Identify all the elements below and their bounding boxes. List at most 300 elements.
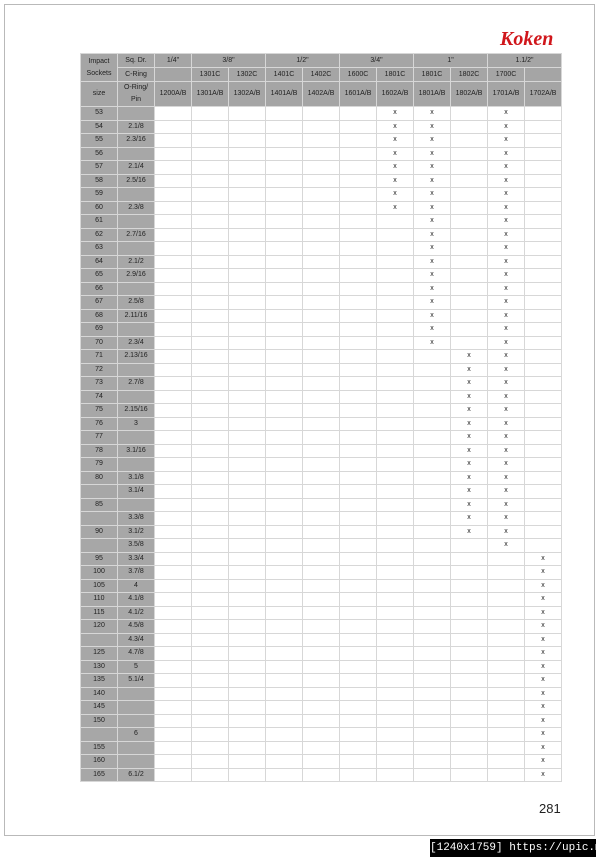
empty-cell (377, 728, 414, 742)
empty-cell (377, 741, 414, 755)
empty-cell (303, 768, 340, 782)
empty-cell (340, 188, 377, 202)
fit-mark: x (451, 404, 488, 418)
cring-code: 1402C (303, 68, 340, 82)
fit-mark: x (451, 350, 488, 364)
cring-code: 1802C (451, 68, 488, 82)
empty-cell (266, 525, 303, 539)
empty-cell (303, 579, 340, 593)
size-cell (81, 633, 118, 647)
empty-cell (229, 539, 266, 553)
empty-cell (340, 147, 377, 161)
empty-cell (488, 606, 525, 620)
empty-cell (414, 539, 451, 553)
empty-cell (451, 606, 488, 620)
empty-cell (414, 755, 451, 769)
inch-size-cell: 4.7/8 (118, 647, 155, 661)
empty-cell (340, 228, 377, 242)
empty-cell (525, 512, 562, 526)
empty-cell (525, 363, 562, 377)
size-cell: 105 (81, 579, 118, 593)
empty-cell (155, 363, 192, 377)
empty-cell (155, 512, 192, 526)
empty-cell (303, 714, 340, 728)
empty-cell (155, 728, 192, 742)
empty-cell (155, 336, 192, 350)
table-row (81, 147, 562, 161)
empty-cell (414, 377, 451, 391)
empty-cell (377, 647, 414, 661)
empty-cell (525, 404, 562, 418)
fit-mark: x (488, 539, 525, 553)
empty-cell (229, 215, 266, 229)
drive-1-2: 1/2" (266, 54, 340, 68)
empty-cell (414, 566, 451, 580)
empty-cell (192, 566, 229, 580)
empty-cell (192, 255, 229, 269)
empty-cell (155, 377, 192, 391)
empty-cell (303, 282, 340, 296)
table-row (81, 755, 562, 769)
empty-cell (414, 741, 451, 755)
empty-cell (451, 674, 488, 688)
empty-cell (155, 255, 192, 269)
empty-cell (192, 134, 229, 148)
empty-cell (377, 566, 414, 580)
empty-cell (525, 242, 562, 256)
empty-cell (229, 714, 266, 728)
empty-cell (155, 458, 192, 472)
empty-cell (229, 552, 266, 566)
empty-cell (155, 714, 192, 728)
empty-cell (377, 512, 414, 526)
fit-mark: x (525, 566, 562, 580)
empty-cell (414, 579, 451, 593)
empty-cell (340, 579, 377, 593)
empty-cell (266, 485, 303, 499)
empty-cell (488, 620, 525, 634)
empty-cell (229, 620, 266, 634)
empty-cell (229, 768, 266, 782)
empty-cell (229, 377, 266, 391)
cring-code: 1801C (414, 68, 451, 82)
table-row (81, 471, 562, 485)
cring-code: 1301C (192, 68, 229, 82)
empty-cell (451, 552, 488, 566)
empty-cell (340, 687, 377, 701)
empty-cell (340, 741, 377, 755)
fit-mark: x (488, 215, 525, 229)
size-cell: 73 (81, 377, 118, 391)
fit-mark: x (414, 296, 451, 310)
empty-cell (192, 606, 229, 620)
empty-cell (155, 471, 192, 485)
table-row (81, 188, 562, 202)
empty-cell (377, 323, 414, 337)
empty-cell (377, 660, 414, 674)
empty-cell (192, 485, 229, 499)
empty-cell (266, 512, 303, 526)
empty-cell (229, 336, 266, 350)
fit-mark: x (488, 363, 525, 377)
inch-size-cell: 2.1/8 (118, 120, 155, 134)
empty-cell (155, 525, 192, 539)
empty-cell (525, 444, 562, 458)
empty-cell (192, 458, 229, 472)
empty-cell (303, 390, 340, 404)
fit-mark: x (525, 606, 562, 620)
inch-size-cell (118, 431, 155, 445)
empty-cell (303, 660, 340, 674)
fit-mark: x (414, 323, 451, 337)
empty-cell (377, 417, 414, 431)
o-ring-pin-label: O-Ring/ Pin (118, 82, 155, 107)
table-row (81, 174, 562, 188)
empty-cell (192, 188, 229, 202)
empty-cell (155, 768, 192, 782)
size-cell: 68 (81, 309, 118, 323)
fit-mark: x (451, 485, 488, 499)
inch-size-cell: 4.3/4 (118, 633, 155, 647)
empty-cell (377, 350, 414, 364)
empty-cell (414, 674, 451, 688)
empty-cell (266, 296, 303, 310)
empty-cell (155, 215, 192, 229)
empty-cell (414, 525, 451, 539)
empty-cell (303, 444, 340, 458)
empty-cell (377, 404, 414, 418)
empty-cell (377, 633, 414, 647)
empty-cell (229, 107, 266, 121)
empty-cell (303, 120, 340, 134)
empty-cell (229, 606, 266, 620)
empty-cell (266, 566, 303, 580)
inch-size-cell (118, 458, 155, 472)
empty-cell (451, 647, 488, 661)
empty-cell (340, 201, 377, 215)
empty-cell (192, 161, 229, 175)
size-cell: 79 (81, 458, 118, 472)
empty-cell (229, 147, 266, 161)
drive-3-4: 3/4" (340, 54, 414, 68)
fit-mark: x (488, 417, 525, 431)
empty-cell (303, 633, 340, 647)
empty-cell (192, 242, 229, 256)
empty-cell (229, 174, 266, 188)
empty-cell (451, 201, 488, 215)
empty-cell (340, 701, 377, 715)
inch-size-cell: 5 (118, 660, 155, 674)
fit-mark: x (488, 485, 525, 499)
empty-cell (451, 120, 488, 134)
fit-mark: x (414, 255, 451, 269)
empty-cell (414, 768, 451, 782)
empty-cell (229, 363, 266, 377)
empty-cell (229, 458, 266, 472)
size-label: size (81, 82, 118, 107)
empty-cell (340, 269, 377, 283)
size-cell: 76 (81, 417, 118, 431)
fit-mark: x (451, 431, 488, 445)
empty-cell (266, 309, 303, 323)
empty-cell (451, 296, 488, 310)
empty-cell (155, 701, 192, 715)
empty-cell (340, 471, 377, 485)
drive-1: 1" (414, 54, 488, 68)
empty-cell (229, 417, 266, 431)
empty-cell (155, 350, 192, 364)
empty-cell (229, 566, 266, 580)
empty-cell (266, 120, 303, 134)
empty-cell (488, 687, 525, 701)
empty-cell (229, 404, 266, 418)
inch-size-cell: 2.5/16 (118, 174, 155, 188)
empty-cell (414, 404, 451, 418)
empty-cell (525, 336, 562, 350)
fit-mark: x (488, 269, 525, 283)
image-footer: [1240x1759] https://upic.me/ (430, 839, 596, 857)
fit-mark: x (414, 282, 451, 296)
empty-cell (266, 552, 303, 566)
empty-cell (229, 269, 266, 283)
empty-cell (229, 647, 266, 661)
empty-cell (303, 147, 340, 161)
empty-cell (377, 525, 414, 539)
size-cell: 71 (81, 350, 118, 364)
empty-cell (229, 444, 266, 458)
fit-mark: x (525, 728, 562, 742)
empty-cell (192, 147, 229, 161)
size-cell (81, 539, 118, 553)
empty-cell (340, 377, 377, 391)
empty-cell (340, 350, 377, 364)
empty-cell (340, 120, 377, 134)
inch-size-cell (118, 242, 155, 256)
empty-cell (340, 674, 377, 688)
empty-cell (266, 714, 303, 728)
empty-cell (377, 498, 414, 512)
size-cell: 130 (81, 660, 118, 674)
inch-size-cell: 3.3/8 (118, 512, 155, 526)
empty-cell (192, 539, 229, 553)
empty-cell (451, 309, 488, 323)
empty-cell (377, 363, 414, 377)
size-cell: 69 (81, 323, 118, 337)
empty-cell (303, 323, 340, 337)
inch-size-cell: 3 (118, 417, 155, 431)
empty-cell (340, 485, 377, 499)
inch-size-cell: 4.1/2 (118, 606, 155, 620)
empty-cell (525, 147, 562, 161)
size-cell: 53 (81, 107, 118, 121)
empty-cell (377, 768, 414, 782)
empty-cell (229, 323, 266, 337)
empty-cell (266, 458, 303, 472)
empty-cell (377, 390, 414, 404)
fit-mark: x (414, 242, 451, 256)
empty-cell (525, 471, 562, 485)
size-cell: 150 (81, 714, 118, 728)
empty-cell (451, 134, 488, 148)
empty-cell (266, 201, 303, 215)
empty-cell (340, 660, 377, 674)
empty-cell (192, 552, 229, 566)
empty-cell (488, 579, 525, 593)
size-cell: 65 (81, 269, 118, 283)
empty-cell (340, 134, 377, 148)
empty-cell (155, 755, 192, 769)
fit-mark: x (414, 215, 451, 229)
empty-cell (192, 728, 229, 742)
empty-cell (266, 107, 303, 121)
header-row-oring (81, 82, 562, 107)
empty-cell (451, 269, 488, 283)
empty-cell (155, 674, 192, 688)
fit-mark: x (377, 161, 414, 175)
table-row (81, 404, 562, 418)
empty-cell (488, 633, 525, 647)
empty-cell (155, 633, 192, 647)
empty-cell (192, 282, 229, 296)
empty-cell (229, 512, 266, 526)
empty-cell (451, 147, 488, 161)
empty-cell (340, 174, 377, 188)
empty-cell (303, 134, 340, 148)
fit-mark: x (488, 161, 525, 175)
fit-mark: x (525, 687, 562, 701)
empty-cell (451, 242, 488, 256)
empty-cell (266, 539, 303, 553)
table-row (81, 620, 562, 634)
empty-cell (266, 134, 303, 148)
table-row (81, 485, 562, 499)
empty-cell (303, 174, 340, 188)
empty-cell (192, 674, 229, 688)
empty-cell (488, 714, 525, 728)
fit-mark: x (525, 701, 562, 715)
empty-cell (488, 701, 525, 715)
size-cell: 54 (81, 120, 118, 134)
inch-size-cell: 3.1/2 (118, 525, 155, 539)
oring-code: 1402A/B (303, 82, 340, 107)
inch-size-cell: 3.1/4 (118, 485, 155, 499)
empty-cell (192, 633, 229, 647)
fit-mark: x (488, 404, 525, 418)
cring-code (525, 68, 562, 82)
empty-cell (266, 215, 303, 229)
empty-cell (340, 633, 377, 647)
empty-cell (451, 687, 488, 701)
empty-cell (192, 687, 229, 701)
fit-mark: x (525, 660, 562, 674)
empty-cell (192, 701, 229, 715)
drive-3-8: 3/8" (192, 54, 266, 68)
empty-cell (414, 498, 451, 512)
size-cell: 77 (81, 431, 118, 445)
empty-cell (192, 336, 229, 350)
inch-size-cell: 6.1/2 (118, 768, 155, 782)
empty-cell (377, 282, 414, 296)
inch-size-cell: 2.1/4 (118, 161, 155, 175)
oring-code: 1302A/B (229, 82, 266, 107)
size-cell: 63 (81, 242, 118, 256)
table-row (81, 525, 562, 539)
empty-cell (155, 620, 192, 634)
fit-mark: x (525, 768, 562, 782)
empty-cell (414, 363, 451, 377)
empty-cell (266, 174, 303, 188)
empty-cell (414, 485, 451, 499)
size-cell: 125 (81, 647, 118, 661)
empty-cell (155, 147, 192, 161)
empty-cell (266, 444, 303, 458)
empty-cell (192, 107, 229, 121)
size-cell: 160 (81, 755, 118, 769)
inch-size-cell: 5.1/4 (118, 674, 155, 688)
empty-cell (377, 701, 414, 715)
empty-cell (266, 323, 303, 337)
empty-cell (340, 714, 377, 728)
size-cell: 85 (81, 498, 118, 512)
empty-cell (414, 417, 451, 431)
fit-mark: x (414, 107, 451, 121)
empty-cell (414, 512, 451, 526)
empty-cell (192, 174, 229, 188)
empty-cell (414, 701, 451, 715)
fit-mark: x (488, 201, 525, 215)
empty-cell (340, 728, 377, 742)
empty-cell (155, 552, 192, 566)
inch-size-cell: 3.1/16 (118, 444, 155, 458)
empty-cell (229, 579, 266, 593)
empty-cell (414, 620, 451, 634)
empty-cell (303, 228, 340, 242)
empty-cell (303, 255, 340, 269)
empty-cell (340, 566, 377, 580)
empty-cell (488, 660, 525, 674)
empty-cell (414, 606, 451, 620)
empty-cell (155, 539, 192, 553)
fit-mark: x (451, 417, 488, 431)
oring-code: 1200A/B (155, 82, 192, 107)
cring-code: 1302C (229, 68, 266, 82)
empty-cell (340, 161, 377, 175)
table-row (81, 431, 562, 445)
empty-cell (414, 687, 451, 701)
empty-cell (192, 755, 229, 769)
inch-size-cell (118, 323, 155, 337)
empty-cell (155, 161, 192, 175)
empty-cell (229, 633, 266, 647)
size-cell: 55 (81, 134, 118, 148)
empty-cell (377, 755, 414, 769)
empty-cell (192, 593, 229, 607)
oring-code: 1702A/B (525, 82, 562, 107)
empty-cell (451, 539, 488, 553)
empty-cell (414, 552, 451, 566)
empty-cell (155, 282, 192, 296)
fit-mark: x (488, 525, 525, 539)
empty-cell (266, 269, 303, 283)
empty-cell (525, 458, 562, 472)
inch-size-cell: 2.7/8 (118, 377, 155, 391)
empty-cell (266, 350, 303, 364)
empty-cell (451, 593, 488, 607)
empty-cell (266, 701, 303, 715)
table-row (81, 687, 562, 701)
fit-mark: x (414, 161, 451, 175)
empty-cell (266, 228, 303, 242)
